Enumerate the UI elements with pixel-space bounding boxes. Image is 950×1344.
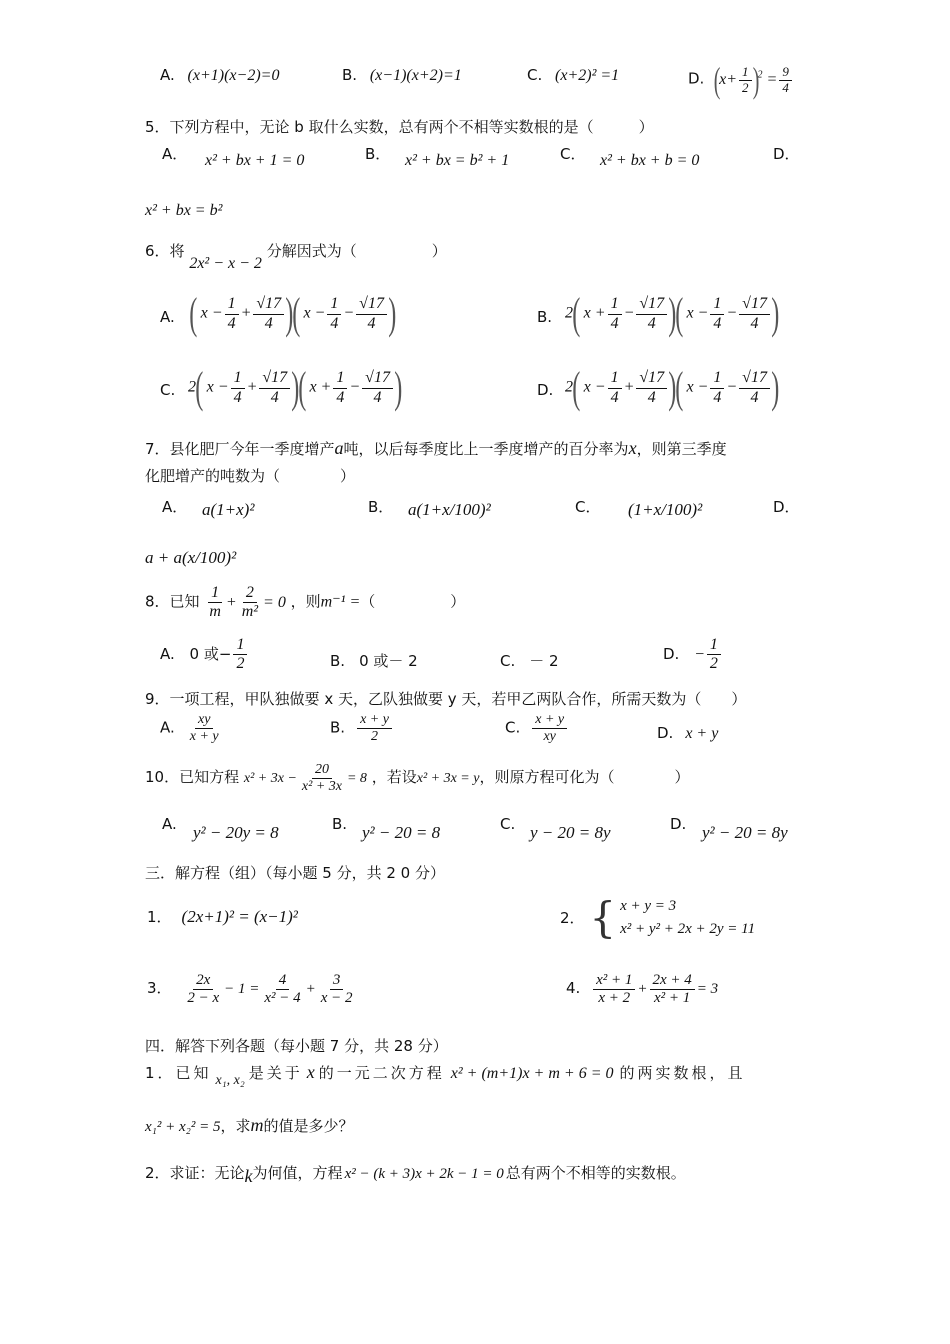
q7-option-d-label: D．: [773, 498, 800, 516]
q6-option-c-label: C.: [160, 381, 176, 399]
q7-option-b-label: B．: [368, 498, 394, 516]
q10-option-d: y² − 20 = 8y: [702, 823, 788, 842]
q7-stem-line2: 化肥增产的吨数为（ ）: [145, 467, 356, 485]
q7-option-c: (1+x/100)²: [628, 500, 703, 519]
option-expr: (x+2)² =1: [555, 67, 620, 84]
q10-stem: 10．已知方程 x² + 3x − $\frac{20}{\text{x² + 3x}}$ = 8 ，若设x² + 3x = y，则原方程可化为（ ）: [145, 762, 690, 795]
q5-stem: 5．下列方程中，无论 b 取什么实数，总有两个不相等实数根的是（ ）: [145, 118, 654, 136]
option-label: A.: [160, 66, 175, 84]
section-4-heading: 四．解答下列各题（每小题 7 分，共 28 分）: [145, 1037, 448, 1055]
q10-option-c-label: C.: [500, 815, 516, 833]
q5-option-b-label: B．: [365, 145, 391, 163]
q7-stem-line1: 7．县化肥厂今年一季度增产a吨，以后每季度比上一季度增产的百分率为x，则第三季度: [145, 438, 727, 458]
q4-option-c: [527, 66, 619, 85]
q8-option-b: B. 0 或－ 2: [330, 652, 418, 670]
q4-option-d: [688, 62, 794, 98]
sec4-problem-1-line1: 1．已知 x₁, x₂ 是关于 x 的一元二次方程 x² + (m+1)x + m + 6 = 0 的两实数根，且: [145, 1062, 746, 1088]
q8-stem: 8．已知 $\frac{1}{m}$ + $\frac{2}{\text{m²}}$ = 0 ，则m⁻¹ =（ ）: [145, 584, 466, 621]
q4-option-b: [342, 66, 462, 85]
option-label: B.: [342, 66, 358, 84]
q5-option-d: x² + bx = b²: [145, 202, 223, 219]
q6-option-a-label: A.: [160, 308, 175, 326]
q10-option-a: y² − 20y = 8: [193, 823, 279, 842]
option-expr: (x+ $\frac{1}{2}$ )$^2$ = $\frac{9}{4}$: [715, 71, 794, 88]
q6-stem: 6．将 2x² − x − 2 分解因式为（ ）: [145, 242, 447, 272]
q5-option-b: x² + bx = b² + 1: [405, 152, 510, 169]
q6-option-d-label: D.: [537, 381, 554, 399]
q7-option-d: a + a(x/100)²: [145, 548, 237, 567]
q6-option-a: ( x − $\frac{1}{4}$ + $\frac{√17}{4}$ )( x − $\frac{1}{4}$ − $\frac{√17}{4}$ ): [189, 289, 397, 338]
sec3-problem-3: 3． $\frac{2x}{2 - x}$ − 1 = $\frac{4}{\text{x² − 4}}$ + $\frac{3}{x - 2}$: [147, 972, 353, 1007]
q4-option-a: [160, 66, 279, 85]
sec3-problem-4: 4. $\frac{\text{x² + 1}}{x + 2}$ + $\frac{2x + 4}{\text{x² + 1}}$ = 3: [566, 972, 719, 1007]
q6-option-b: 2( x + $\frac{1}{4}$ − $\frac{√17}{4}$ )( x − $\frac{1}{4}$ − $\frac{√17}{4}$ ): [565, 289, 780, 338]
q10-option-b: y² − 20 = 8: [362, 823, 441, 842]
q8-option-c: C. － 2: [500, 652, 559, 670]
q5-option-a-label: A．: [162, 145, 188, 163]
q5-option-d-label: D．: [773, 145, 800, 163]
q7-option-a-label: A．: [162, 498, 188, 516]
q7-option-a: a(1+x)²: [202, 500, 255, 519]
sec3-problem-1: 1． (2x+1)² = (x−1)²: [147, 907, 298, 926]
q9-option-d: D. x + y: [657, 724, 719, 742]
q5-option-a: x² + bx + 1 = 0: [205, 152, 305, 169]
option-label: D.: [688, 69, 705, 88]
q6-option-c: 2( x − $\frac{1}{4}$ + $\frac{√17}{4}$ )( x + $\frac{1}{4}$ − $\frac{√17}{4}$ ): [188, 363, 403, 412]
sec4-problem-2: 2．求证：无论k为何值，方程 x² − (k + 3)x + 2k − 1 = 0 总有两个不相等的实数根。: [145, 1164, 686, 1186]
q9-option-b: B. $\frac{x + y}{2}$: [330, 712, 394, 745]
sec4-problem-1-line2: x₁² + x₂² = 5，求m的值是多少？: [145, 1115, 354, 1135]
q10-option-d-label: D.: [670, 815, 687, 833]
q6-option-b-label: B.: [537, 308, 553, 326]
q9-stem: 9．一项工程，甲队独做要 x 天，乙队独做要 y 天，若甲乙两队合作，所需天数为（ ）: [145, 690, 747, 708]
q10-option-c: y − 20 = 8y: [530, 823, 611, 842]
q9-option-c: C. $\frac{x + y}{xy}$: [505, 712, 569, 745]
q9-option-a: A. $\frac{xy}{x + y}$: [160, 712, 219, 745]
option-expr: (x−1)(x+2)=1: [369, 67, 462, 84]
q10-option-b-label: B.: [332, 815, 348, 833]
option-label: C.: [527, 66, 543, 84]
q5-option-c-label: C．: [560, 145, 586, 163]
q10-option-a-label: A.: [162, 815, 177, 833]
q6-option-d: 2( x − $\frac{1}{4}$ + $\frac{√17}{4}$ )( x − $\frac{1}{4}$ − $\frac{√17}{4}$ ): [565, 363, 780, 412]
sec3-problem-2: 2． { x + y = 3 x² + y² + 2x + 2y = 11: [560, 892, 756, 942]
q7-option-c-label: C．: [575, 498, 601, 516]
q8-option-d: D. − $\frac{1}{2}$: [663, 636, 723, 674]
section-3-heading: 三．解方程（组）（每小题 5 分，共 2 0 分）: [145, 864, 445, 882]
option-expr: (x+1)(x−2)=0: [187, 67, 280, 84]
q8-option-a: A. 0 或− $\frac{1}{2}$: [160, 636, 249, 674]
q5-option-c: x² + bx + b = 0: [600, 152, 700, 169]
q7-option-b: a(1+x/100)²: [408, 500, 491, 519]
